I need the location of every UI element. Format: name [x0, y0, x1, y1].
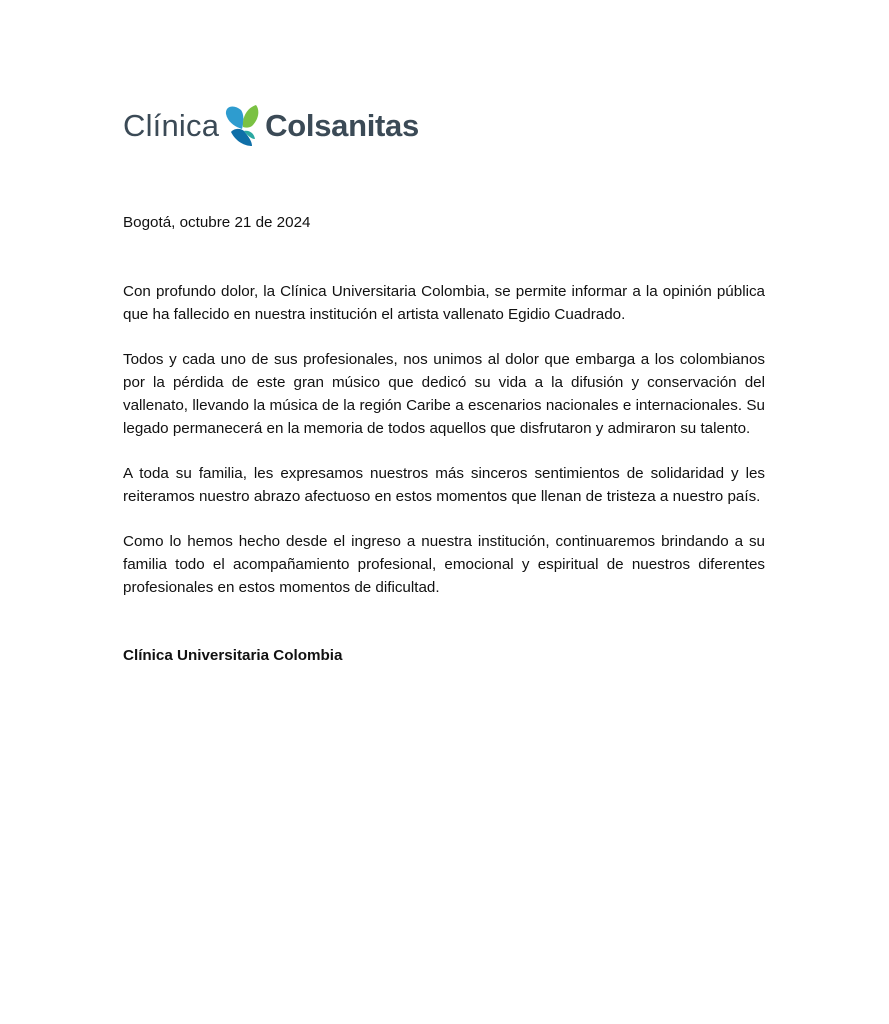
butterfly-wing-left — [226, 107, 243, 129]
logo-word-clinica: Clínica — [123, 107, 220, 143]
butterfly-icon — [222, 102, 262, 148]
letter-signature: Clínica Universitaria Colombia — [123, 647, 343, 664]
letter-body — [123, 211, 765, 667]
paragraph-announcement: Con profundo dolor, la Clínica Universitaria Colombia, se permite informar a la opinión pública que ha fallecido en nuestra institución el artista vallenato Egidio Cuadrado. — [123, 283, 765, 323]
paragraph-accompaniment: Como lo hemos hecho desde el ingreso a nuestra institución, continuaremos brindando a su familia todo el acompañamiento profesional, emocional y espiritual de nuestros diferentes profesionales en estos momentos de dificultad. — [123, 533, 765, 596]
paragraph-condolence: Todos y cada uno de sus profesionales, nos unimos al dolor que embarga a los colombianos por la pérdida de este gran músico que dedicó su vida a la difusión y conservación del vallenato, llevando la música de la región Caribe a escenarios nacionales e internacionales. Su legado permanecerá en la memoria de todos aquellos que disfrutaron y admiraron su talento. — [123, 351, 765, 437]
logo-word-colsanitas: Colsanitas — [265, 107, 419, 143]
butterfly-wing-right — [243, 105, 258, 128]
paragraph-family-solidarity: A toda su familia, les expresamos nuestros más sinceros sentimientos de solidaridad y les reiteramos nuestro abrazo afectuoso en estos momentos que llenan de tristeza a nuestro país. — [123, 465, 765, 505]
colsanitas-logo — [123, 100, 419, 150]
letter-date: Bogotá, octubre 21 de 2024 — [123, 214, 311, 231]
